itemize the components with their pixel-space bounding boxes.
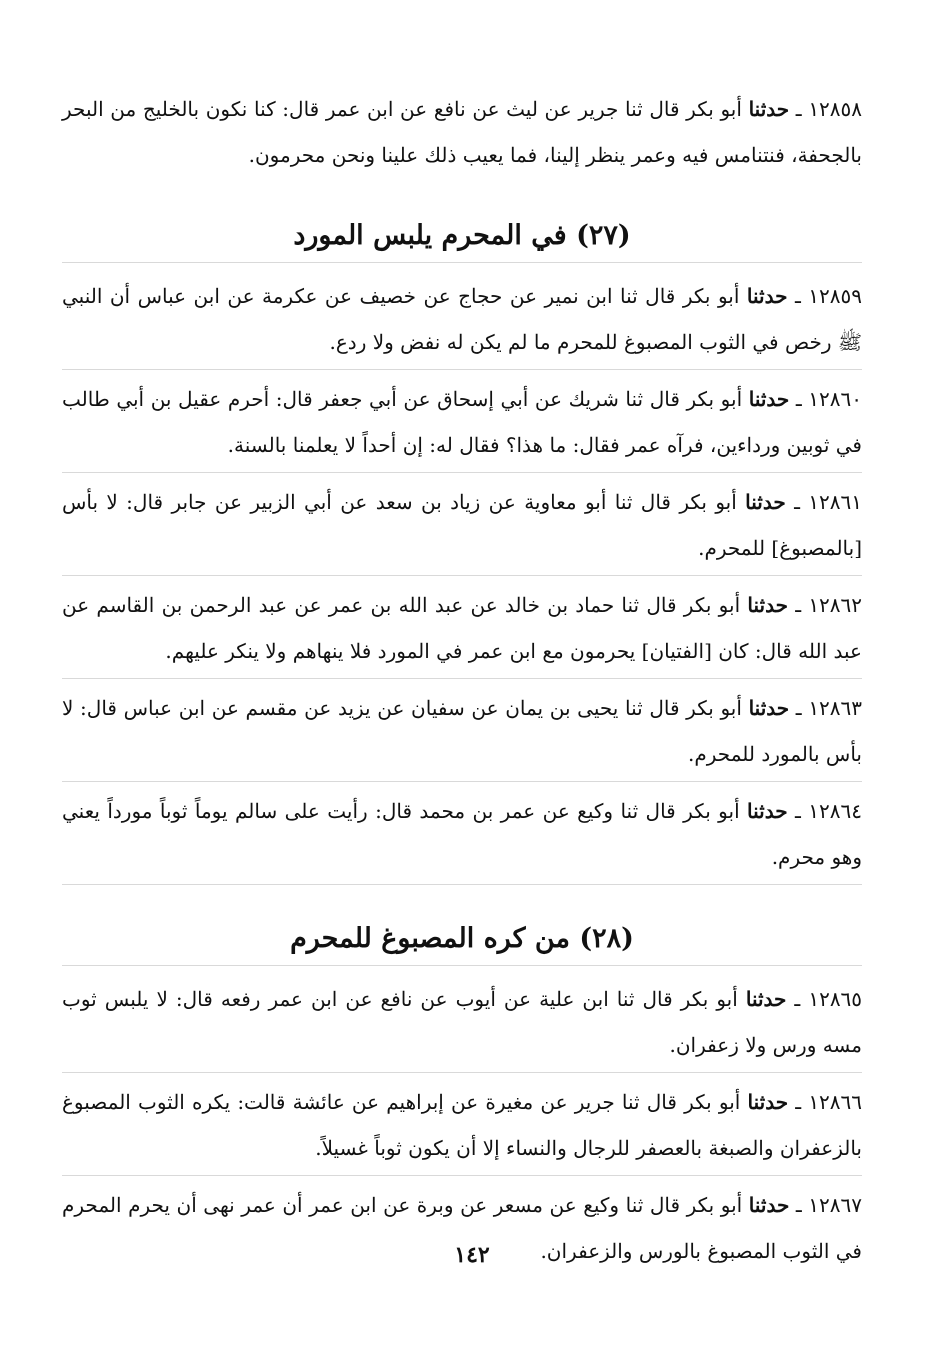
hadith-lead: حدثنا [748, 97, 790, 121]
hadith-text: أبو بكر قال ثنا وكيع عن عمر بن محمد قال: رأيت على سالم يوماً ثوباً مورداً يعني وهو محرم. [62, 799, 862, 869]
hadith-entry: ١٢٨٦٧ ـ حدثنا أبو بكر قال ثنا وكيع عن مسعر عن وبرة عن ابن عمر أن عمر نهى أن يحرم المحرم في الثوب المصبوغ بالورس والزعفران. [62, 1193, 863, 1263]
hadith-number: ١٢٨٦٤ [808, 799, 862, 823]
hadith-entry: ١٢٨٦٥ ـ حدثنا أبو بكر قال ثنا ابن علية عن أيوب عن نافع عن ابن عمر رفعه قال: لا يلبس ثوب مسه ورس ولا زعفران. [62, 976, 862, 1073]
hadith-entry: ١٢٨٦٣ ـ حدثنا أبو بكر قال ثنا يحيى بن يمان عن سفيان عن يزيد عن مقسم عن ابن عباس قال: لا بأس بالمورد للمحرم. [62, 685, 862, 782]
hadith-lead: حدثنا [748, 696, 790, 720]
hadith-entry: ١٢٨٥٩ ـ حدثنا أبو بكر قال ثنا ابن نمير عن حجاج عن خصيف عن عكرمة عن ابن عباس أن النبي ﷺ رخص في الثوب المصبوغ للمحرم ما لم يكن له نفض ولا ردع. [62, 273, 862, 370]
hadith-text: أبو بكر قال ثنا جرير عن مغيرة عن إبراهيم عن عائشة قالت: يكره الثوب المصبوغ بالزعفران والصبغة بالعصفر للرجال والنساء إلا أن يكون ثوباً غسيلاً. [62, 1090, 862, 1160]
hadith-lead: حدثنا [748, 1193, 790, 1217]
hadith-lead: حدثنا [746, 284, 788, 308]
hadith-number: ١٢٨٦٣ [808, 696, 863, 720]
hadith-number: ١٢٨٥٨ [808, 97, 863, 121]
hadith-text: أبو بكر قال ثنا وكيع عن مسعر عن وبرة عن ابن عمر أن عمر نهى أن يحرم المحرم في الثوب المصبوغ بالورس والزعفران. [62, 1193, 862, 1263]
hadith-lead: حدثنا [748, 387, 790, 411]
hadith-lead: حدثنا [745, 987, 787, 1011]
hadith-number: ١٢٨٦٢ [808, 593, 863, 617]
hadith-number: ١٢٨٦٧ [808, 1193, 863, 1217]
hadith-number: ١٢٨٥٩ [808, 284, 863, 308]
section-heading: (٢٨) من كره المصبوغ للمحرم [62, 919, 862, 966]
hadith-number: ١٢٨٦٦ [808, 1090, 863, 1114]
hadith-text: أبو بكر قال ثنا ابن نمير عن حجاج عن خصيف عن عكرمة عن ابن عباس أن النبي ﷺ رخص في الثوب المصبوغ للمحرم ما لم يكن له نفض ولا ردع. [62, 284, 862, 354]
hadith-lead: حدثنا [747, 1090, 789, 1114]
page-number: ١٤٢ [454, 1242, 490, 1268]
hadith-number: ١٢٨٦٥ [808, 987, 863, 1011]
hadith-lead: حدثنا [747, 593, 788, 617]
section-heading: (٢٧) في المحرم يلبس المورد [62, 216, 862, 263]
hadith-text: أبو بكر قال ثنا جرير عن ليث عن نافع عن ابن عمر قال: كنا نكون بالخليج من البحر بالجحفة، فنتنامس فيه وعمر ينظر إلينا، فما يعيب ذلك علينا ونحن محرمون. [62, 97, 862, 167]
hadith-text: أبو بكر قال ثنا يحيى بن يمان عن سفيان عن يزيد عن مقسم عن ابن عباس قال: لا بأس بالمورد للمحرم. [62, 696, 862, 766]
hadith-lead: حدثنا [745, 490, 786, 514]
hadith-number: ١٢٨٦٠ [808, 387, 863, 411]
hadith-text: أبو بكر قال ثنا ابن علية عن أيوب عن نافع عن ابن عمر رفعه قال: لا يلبس ثوب مسه ورس ولا زعفران. [62, 987, 862, 1057]
hadith-entry: ١٢٨٦٢ ـ حدثنا أبو بكر قال ثنا حماد بن خالد عن عبد الله بن عمر عن عبد الرحمن بن القاسم عن عبد الله قال: كان [الفتيان] يحرمون مع ابن عمر في المورد فلا ينهاهم ولا ينكر عليهم. [62, 582, 862, 679]
hadith-lead: حدثنا [747, 799, 788, 823]
page-body [62, 86, 862, 1284]
hadith-text: أبو بكر قال ثنا حماد بن خالد عن عبد الله بن عمر عن عبد الرحمن بن القاسم عن عبد الله قال: كان [الفتيان] يحرمون مع ابن عمر في المورد فلا ينهاهم ولا ينكر عليهم. [62, 593, 862, 663]
hadith-number: ١٢٨٦١ [808, 490, 863, 514]
hadith-entry: ١٢٨٦٠ ـ حدثنا أبو بكر قال ثنا شريك عن أبي إسحاق عن أبي جعفر قال: أحرم عقيل بن أبي طالب في ثوبين ورداءين، فرآه عمر فقال: ما هذا؟ فقال له: إن أحداً لا يعلمنا بالسنة. [62, 376, 862, 473]
hadith-entry: ١٢٨٥٨ ـ حدثنا أبو بكر قال ثنا جرير عن ليث عن نافع عن ابن عمر قال: كنا نكون بالخليج من البحر بالجحفة، فنتنامس فيه وعمر ينظر إلينا، فما يعيب ذلك علينا ونحن محرمون. [62, 97, 863, 167]
hadith-text: أبو بكر قال ثنا شريك عن أبي إسحاق عن أبي جعفر قال: أحرم عقيل بن أبي طالب في ثوبين ورداءين، فرآه عمر فقال: ما هذا؟ فقال له: إن أحداً لا يعلمنا بالسنة. [62, 387, 862, 457]
hadith-entry: ١٢٨٦٤ ـ حدثنا أبو بكر قال ثنا وكيع عن عمر بن محمد قال: رأيت على سالم يوماً ثوباً مورداً يعني وهو محرم. [62, 788, 862, 885]
hadith-entry: ١٢٨٦٦ ـ حدثنا أبو بكر قال ثنا جرير عن مغيرة عن إبراهيم عن عائشة قالت: يكره الثوب المصبوغ بالزعفران والصبغة بالعصفر للرجال والنساء إلا أن يكون ثوباً غسيلاً. [62, 1079, 862, 1176]
hadith-text: أبو بكر قال ثنا أبو معاوية عن زياد بن سعد عن أبي الزبير عن جابر قال: لا بأس [بالمصبوغ] للمحرم. [62, 490, 862, 560]
hadith-entry: ١٢٨٦١ ـ حدثنا أبو بكر قال ثنا أبو معاوية عن زياد بن سعد عن أبي الزبير عن جابر قال: لا بأس [بالمصبوغ] للمحرم. [62, 479, 862, 576]
